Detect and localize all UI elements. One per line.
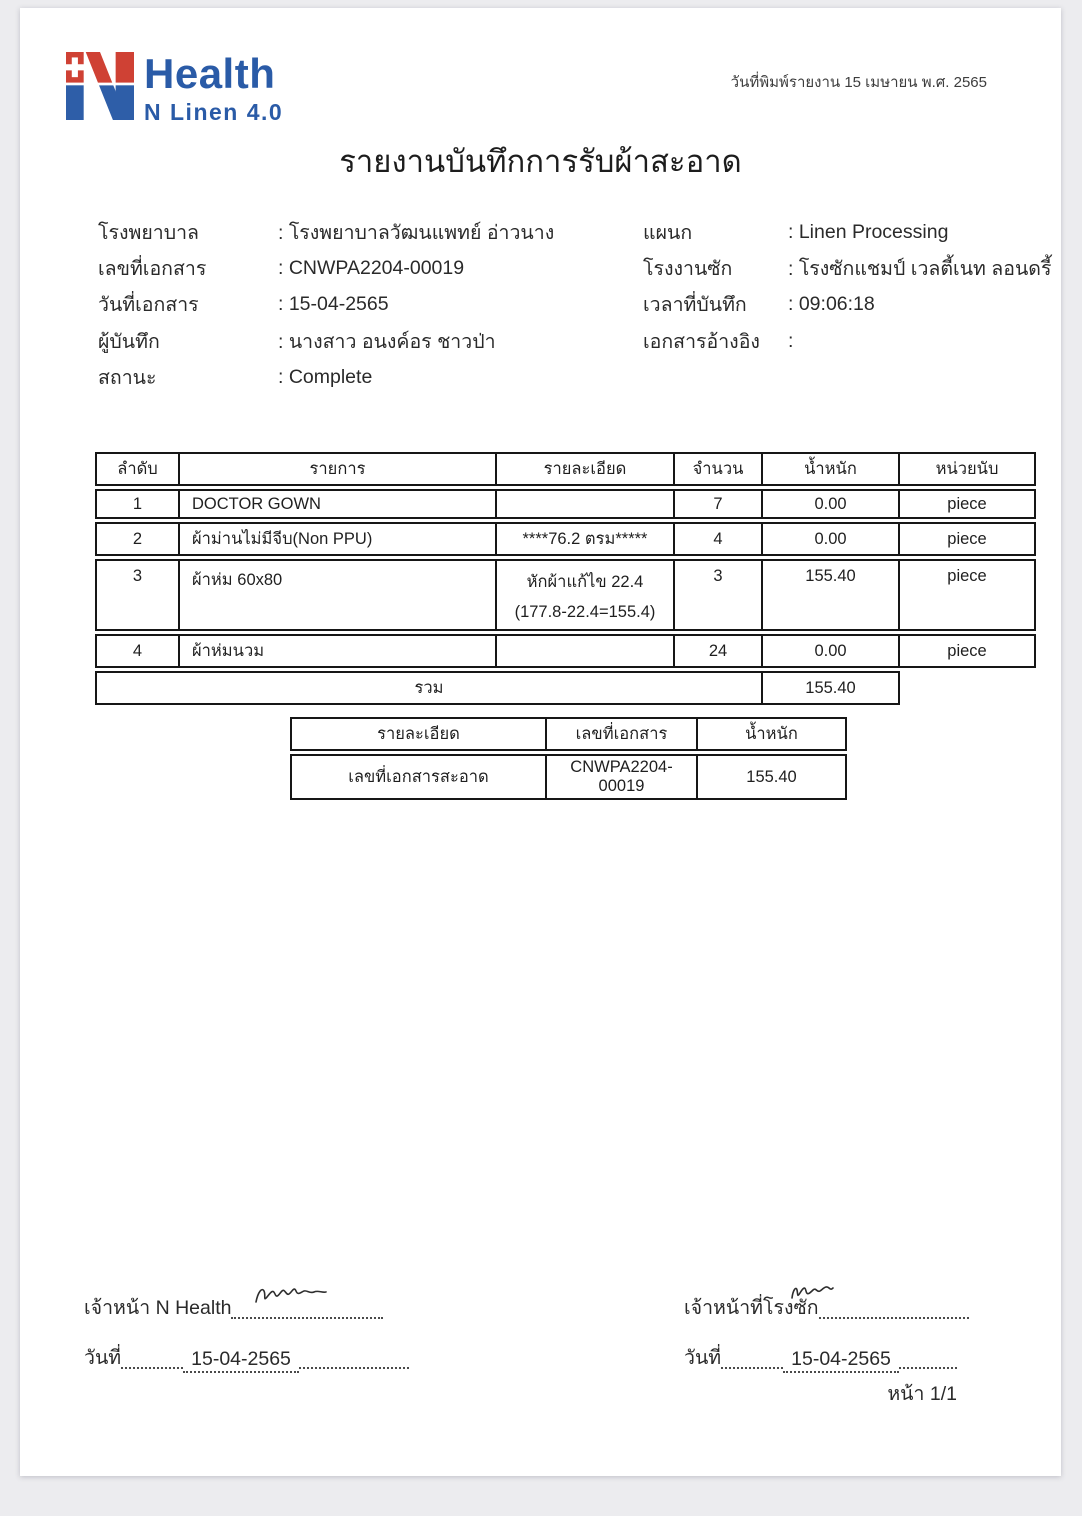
info-value: : 09:06:18 — [788, 293, 875, 316]
col-header-detail: รายละเอียด — [290, 717, 547, 751]
handwritten-signature-icon — [788, 1280, 836, 1304]
info-value: : CNWPA2204-00019 — [278, 257, 465, 280]
info-value: : 15-04-2565 — [278, 293, 389, 316]
signed-date: 15-04-2565 — [183, 1348, 299, 1373]
table-row-2 — [95, 522, 1036, 556]
info-row-record-time — [643, 287, 1043, 323]
n-health-logo-icon — [66, 50, 134, 122]
cell-weight: 155.40 — [763, 559, 900, 631]
cell-qty: 3 — [675, 559, 763, 631]
handwritten-signature-icon — [252, 1282, 330, 1308]
items-table-header-row — [95, 452, 1036, 486]
info-label: โรงพยาบาล — [98, 221, 199, 244]
cell-no: 1 — [95, 489, 180, 519]
page-title: รายงานบันทึกการรับผ้าสะอาด — [339, 144, 742, 179]
info-row-reference-doc — [643, 323, 1043, 359]
cell-no: 4 — [95, 634, 180, 668]
info-label: สถานะ — [98, 367, 157, 390]
info-value: : นางสาว อนงค์อร ชาวป่า — [278, 330, 496, 353]
cell-qty: 24 — [675, 634, 763, 668]
detail-line-2: (177.8-22.4=155.4) — [514, 603, 656, 621]
info-label: แผนก — [643, 221, 693, 244]
dotted-leader — [721, 1367, 783, 1369]
status-value: : Complete — [278, 366, 373, 389]
signed-date: 15-04-2565 — [783, 1348, 899, 1373]
dotted-leader — [299, 1367, 409, 1369]
info-row-recorder — [98, 323, 578, 359]
info-block-left — [98, 214, 578, 396]
dotted-leader — [231, 1317, 383, 1319]
print-date: วันที่พิมพ์รายงาน 15 เมษายน พ.ศ. 2565 — [730, 74, 987, 91]
table-row-1 — [95, 489, 1036, 519]
date-label: วันที่ — [84, 1347, 122, 1369]
info-row-department — [643, 214, 1043, 250]
cell-detail — [497, 559, 675, 631]
cell-unit: piece — [900, 634, 1036, 668]
info-label: ผู้บันทึก — [98, 330, 160, 353]
cell-detail: ****76.2 ตรม***** — [497, 522, 675, 556]
cell-item: ผ้าห่ม 60x80 — [180, 559, 497, 631]
dotted-leader — [899, 1367, 957, 1369]
summary-table — [290, 714, 847, 803]
items-table — [95, 449, 1036, 708]
table-row-3 — [95, 559, 1036, 631]
summary-weight: 155.40 — [698, 754, 847, 800]
info-row-status — [98, 360, 578, 396]
brand-logo — [66, 50, 283, 126]
col-header-no: ลำดับ — [95, 452, 180, 486]
cell-unit: piece — [900, 559, 1036, 631]
info-row-laundry-plant — [643, 250, 1052, 286]
brand-text — [144, 50, 283, 126]
col-header-qty: จำนวน — [675, 452, 763, 486]
col-header-weight: น้ำหนัก — [698, 717, 847, 751]
brand-subtitle: N Linen 4.0 — [144, 99, 284, 126]
signature-block-laundry — [684, 1292, 984, 1373]
dotted-leader — [121, 1367, 183, 1369]
signature-block-nhealth — [84, 1292, 424, 1373]
info-block-right — [643, 214, 1052, 360]
cell-weight: 0.00 — [763, 489, 900, 519]
signature-date-line — [684, 1342, 984, 1373]
col-header-weight: น้ำหนัก — [763, 452, 900, 486]
col-header-item: รายการ — [180, 452, 497, 486]
empty-cell — [900, 671, 1036, 705]
total-row — [95, 671, 1036, 705]
col-header-detail: รายละเอียด — [497, 452, 675, 486]
cell-detail — [497, 634, 675, 668]
info-value: : โรงพยาบาลวัฒนแพทย์ อ่าวนาง — [278, 221, 555, 244]
page-number: หน้า 1/1 — [887, 1383, 957, 1405]
cell-qty: 7 — [675, 489, 763, 519]
cell-qty: 4 — [675, 522, 763, 556]
cell-item: ผ้าห่มนวม — [180, 634, 497, 668]
detail-line-1: หักผ้าแก้ไข 22.4 — [526, 573, 644, 591]
cell-no: 3 — [95, 559, 180, 631]
info-value: : — [788, 329, 794, 352]
info-value: : Linen Processing — [788, 220, 949, 243]
summary-header-row — [290, 717, 847, 751]
cell-weight: 0.00 — [763, 634, 900, 668]
report-page — [20, 8, 1061, 1476]
info-label: เวลาที่บันทึก — [643, 294, 747, 317]
info-label: วันที่เอกสาร — [98, 294, 199, 317]
info-row-hospital — [98, 214, 578, 250]
info-row-doc-date — [98, 287, 578, 323]
total-weight: 155.40 — [763, 671, 900, 705]
col-header-doc-no: เลขที่เอกสาร — [547, 717, 698, 751]
cell-item: ผ้าม่านไม่มีจีบ(Non PPU) — [180, 522, 497, 556]
date-label: วันที่ — [684, 1347, 722, 1369]
cell-weight: 0.00 — [763, 522, 900, 556]
signature-date-line — [84, 1342, 424, 1373]
cell-unit: piece — [900, 522, 1036, 556]
cell-detail — [497, 489, 675, 519]
dotted-leader — [819, 1317, 969, 1319]
summary-detail: เลขที่เอกสารสะอาด — [290, 754, 547, 800]
info-value: : โรงซักแชมป์ เวลตี้เนท ลอนดรี้ — [788, 258, 1052, 281]
cell-no: 2 — [95, 522, 180, 556]
brand-name: Health — [144, 50, 276, 97]
cell-item: DOCTOR GOWN — [180, 489, 497, 519]
summary-doc-no: CNWPA2204-00019 — [547, 754, 698, 800]
cell-unit: piece — [900, 489, 1036, 519]
summary-row — [290, 754, 847, 800]
info-label: โรงงานซัก — [643, 258, 733, 281]
info-row-doc-number — [98, 250, 578, 286]
info-label: เอกสารอ้างอิง — [643, 330, 760, 353]
info-label: เลขที่เอกสาร — [98, 258, 207, 281]
signature-label: เจ้าหน้า N Health — [84, 1297, 232, 1319]
signature-label: เจ้าหน้าที่โรงซัก — [684, 1297, 819, 1319]
col-header-unit: หน่วยนับ — [900, 452, 1036, 486]
total-label: รวม — [95, 671, 763, 705]
table-row-4 — [95, 634, 1036, 668]
